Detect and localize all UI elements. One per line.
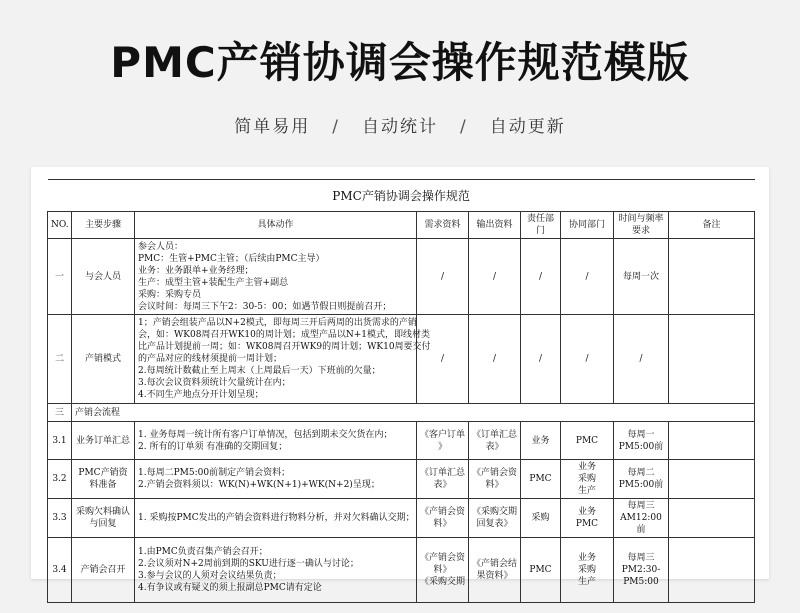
cell-time: 每周一 PM5:00前 bbox=[614, 422, 669, 460]
cell-no: 二 bbox=[48, 315, 72, 404]
tag-separator: / bbox=[332, 117, 340, 137]
document-sheet bbox=[31, 167, 769, 593]
cell-actions bbox=[135, 499, 417, 538]
cell-output: 《产销会结 果资料》 bbox=[469, 538, 521, 603]
action-line: 会，如：WK08周召开WK10的周计划；成型产品以N+1模式，即线材类 bbox=[138, 330, 430, 340]
col-header-action: 具体动作 bbox=[135, 212, 417, 239]
col-header-need: 需求资料 bbox=[417, 212, 469, 239]
cell-coop: / bbox=[561, 239, 614, 315]
cell-coop: / bbox=[561, 315, 614, 404]
cell-no: 3.4 bbox=[48, 538, 72, 603]
action-line: 1；产销会组装产品以N+2模式，即每周三开后两周的出货需求的产销 bbox=[138, 318, 417, 328]
tag-separator: / bbox=[460, 117, 468, 137]
cell-coop: PMC bbox=[561, 422, 614, 460]
col-header-step: 主要步骤 bbox=[72, 212, 135, 239]
table-row bbox=[48, 460, 755, 499]
cell-resp: PMC bbox=[521, 460, 561, 499]
cell-actions bbox=[135, 422, 417, 460]
cell-output: 《产销会资 料》 bbox=[469, 460, 521, 499]
cell-actions bbox=[135, 460, 417, 499]
cell-step: 业务订单汇总 bbox=[72, 422, 135, 460]
cell-time: 每周一次 bbox=[614, 239, 669, 315]
cell-need: / bbox=[417, 315, 469, 404]
cell-step: 产销模式 bbox=[72, 315, 135, 404]
section-no: 三 bbox=[48, 404, 72, 422]
tagline bbox=[0, 112, 800, 137]
table-row bbox=[48, 422, 755, 460]
cell-need: 《客户订单 》 bbox=[417, 422, 469, 460]
cell-actions bbox=[135, 538, 417, 603]
action-line: 4.不同生产地点分开计划呈现； bbox=[138, 390, 264, 400]
action-line: 2. 所有的订单须 有准确的交期回复； bbox=[138, 441, 288, 452]
action-line: 采购：采购专员 bbox=[138, 289, 202, 300]
doc-title: PMC产销协调会操作规范 bbox=[48, 180, 755, 212]
cell-resp: 采购 bbox=[521, 499, 561, 538]
cell-step: 与会人员 bbox=[72, 239, 135, 315]
action-line: 1.每周二PM5:00前制定产销会资料； bbox=[138, 468, 291, 478]
cell-coop: 业务 PMC bbox=[561, 499, 614, 538]
action-line: PMC：生管+PMC主管；（后续由PMC主导） bbox=[138, 253, 325, 264]
hero-title: PMC产销协调会操作规范模版 bbox=[110, 38, 690, 87]
cell-need: 《产销会资 料》 bbox=[417, 499, 469, 538]
cell-note bbox=[669, 460, 755, 499]
action-line: 3.参与会议的人须对会议结果负责； bbox=[138, 571, 282, 581]
action-line: 的产品对应的线材须提前一周计划； bbox=[138, 354, 283, 364]
cell-time: 每周二 PM5:00前 bbox=[614, 460, 669, 499]
table-row bbox=[48, 499, 755, 538]
cell-step: PMC产销资料准备 bbox=[72, 460, 135, 499]
action-line: 参会人员： bbox=[138, 241, 184, 252]
cell-no: 3.1 bbox=[48, 422, 72, 460]
cell-step: 产销会召开 bbox=[72, 538, 135, 603]
cell-need: 《产销会资 料》 《采购交期 bbox=[417, 538, 469, 603]
cell-output: 《订单汇总 表》 bbox=[469, 422, 521, 460]
action-line: 1. 业务每周一统计所有客户订单情况，包括到期未交欠货在内； bbox=[138, 429, 393, 440]
cell-note bbox=[669, 239, 755, 315]
action-line: 2.每周统计数截止至上周末（上周最后一天）下班前的欠量； bbox=[138, 366, 381, 376]
tag-auto-stats: 自动统计 bbox=[362, 117, 438, 137]
action-line: 比产品计划提前一周；如：WK08周召开WK9的周计划；WK10周要交付 bbox=[138, 342, 431, 352]
cell-coop: 业务 采购 生产 bbox=[561, 460, 614, 499]
cell-need: / bbox=[417, 239, 469, 315]
cell-step: 采购欠料确认与回复 bbox=[72, 499, 135, 538]
action-line: 会议时间：每周三下午2：30-5：00；如遇节假日则提前召开； bbox=[138, 301, 392, 312]
cell-coop: 业务 采购 生产 bbox=[561, 538, 614, 603]
action-line: 4.有争议或有疑义的须上报副总PMC请有定论 bbox=[138, 583, 322, 593]
col-header-output: 输出资料 bbox=[469, 212, 521, 239]
cell-resp: PMC bbox=[521, 538, 561, 603]
cell-output: 《采购交期 回复表》 bbox=[469, 499, 521, 538]
cell-resp: / bbox=[521, 315, 561, 404]
table-row bbox=[48, 538, 755, 603]
section-label: 产销会流程 bbox=[72, 404, 755, 422]
cell-note bbox=[669, 499, 755, 538]
cell-actions bbox=[135, 239, 417, 315]
cell-note bbox=[669, 422, 755, 460]
action-line: 1.由PMC负责召集产销会召开； bbox=[138, 547, 268, 557]
cell-resp: 业务 bbox=[521, 422, 561, 460]
cell-note bbox=[669, 538, 755, 603]
cell-need: 《订单汇总 表》 bbox=[417, 460, 469, 499]
action-line: 3.每次会议资料须统计欠量统计在内； bbox=[138, 378, 291, 388]
col-header-note: 备注 bbox=[669, 212, 755, 239]
cell-time: 每周三 AM12:00前 bbox=[614, 499, 669, 538]
col-header-coop: 协同部门 bbox=[561, 212, 614, 239]
cell-output: / bbox=[469, 239, 521, 315]
action-line: 1. 采购按PMC发出的产销会资料进行物料分析，并对欠料确认交期； bbox=[138, 513, 415, 523]
cell-actions bbox=[135, 315, 431, 404]
cell-no: 一 bbox=[48, 239, 72, 315]
action-line: 业务：业务跟单+业务经理； bbox=[138, 265, 254, 276]
tag-auto-update: 自动更新 bbox=[489, 117, 566, 137]
cell-time: / bbox=[614, 315, 669, 404]
cell-resp: / bbox=[521, 239, 561, 315]
cell-output: / bbox=[469, 315, 521, 404]
spec-table bbox=[47, 179, 755, 603]
cell-no: 3.2 bbox=[48, 460, 72, 499]
col-header-no: NO. bbox=[48, 212, 72, 239]
tag-easy: 简单易用 bbox=[234, 117, 311, 137]
cell-time: 每周三 PM2:30- PM5:00 bbox=[614, 538, 669, 603]
cell-note bbox=[669, 315, 755, 404]
col-header-time: 时间与频率要求 bbox=[614, 212, 669, 239]
action-line: 2.产销会资料须以：WK(N)+WK(N+1)+WK(N+2)呈现； bbox=[138, 480, 380, 490]
cell-no: 3.3 bbox=[48, 499, 72, 538]
table-row bbox=[48, 239, 755, 315]
table-row bbox=[48, 315, 755, 404]
section-row bbox=[48, 404, 755, 422]
action-line: 生产：成型主管+装配生产主管+副总 bbox=[138, 277, 289, 288]
col-header-resp: 责任部门 bbox=[521, 212, 561, 239]
action-line: 2.会议须对N+2周前到期的SKU进行逐一确认与讨论； bbox=[138, 559, 359, 569]
